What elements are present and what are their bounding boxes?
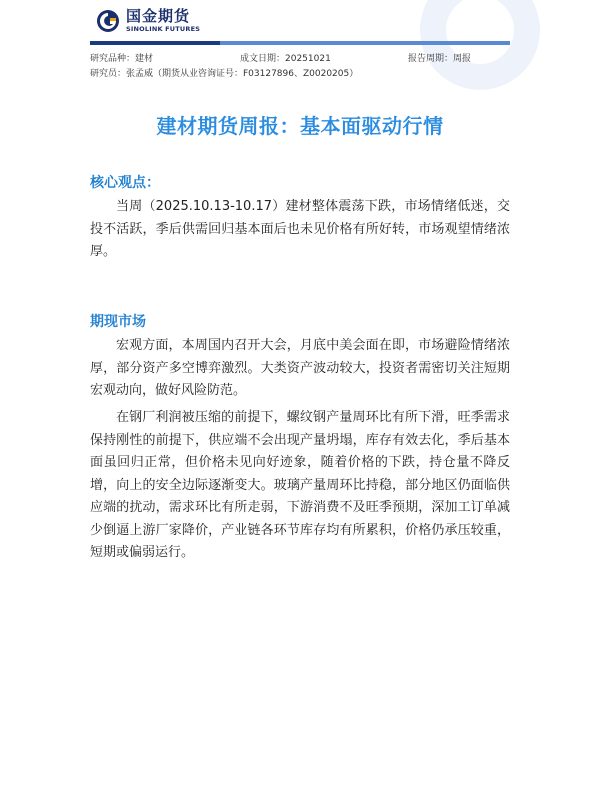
market-paragraph-fundamentals: 在钢厂利润被压缩的前提下，螺纹钢产量周环比有所下滑，旺季需求保持刚性的前提下，供应端不会出现产量坍塌，库存有效去化，季后基本面虽回归正常，但价格未见向好迹象，随着价格的下跌，持仓量不降反增，向上的安全边际逐渐变大。玻璃产量周环比持稳，部分地区仍面临供应端的扰动，需求环比有所走弱，下游消费不及旺季预期，深加工订单减少倒逼上游厂家降价，产业链各环节库存均有所累积，价格仍承压较重，短期或偏弱运行。 [90, 410, 510, 560]
researcher-info: 研究员：张孟威（期货从业咨询证号：F03127896、Z0020205） [90, 69, 359, 79]
company-logo [96, 6, 200, 36]
report-date: 成文日期：20251021 [240, 54, 331, 64]
report-period: 报告周期：周报 [408, 54, 472, 64]
report-title: 建材期货周报：基本面驱动行情 [156, 114, 444, 138]
sinolink-logo-icon [96, 9, 120, 33]
market-heading: 期现市场 [90, 314, 146, 330]
research-product: 研究品种：建材 [90, 54, 154, 64]
logo-name-cn: 国金期货 [126, 7, 191, 26]
header-divider [90, 41, 510, 45]
logo-name-en: SINOLINK FUTURES [126, 25, 201, 34]
core-view-heading: 核心观点： [90, 175, 160, 191]
market-paragraph-macro: 宏观方面，本周国内召开大会，月底中美会面在即，市场避险情绪浓厚，部分资产多空博弈激烈。大类资产波动较大，投资者需密切关注短期宏观动向，做好风险防范。 [90, 338, 510, 398]
background-watermark [420, 0, 540, 90]
core-view-paragraph: 当周（2025.10.13-10.17）建材整体震荡下跌，市场情绪低迷，交投不活跃，季后供需回归基本面后也未见价格有所好转，市场观望情绪浓厚。 [90, 199, 510, 259]
